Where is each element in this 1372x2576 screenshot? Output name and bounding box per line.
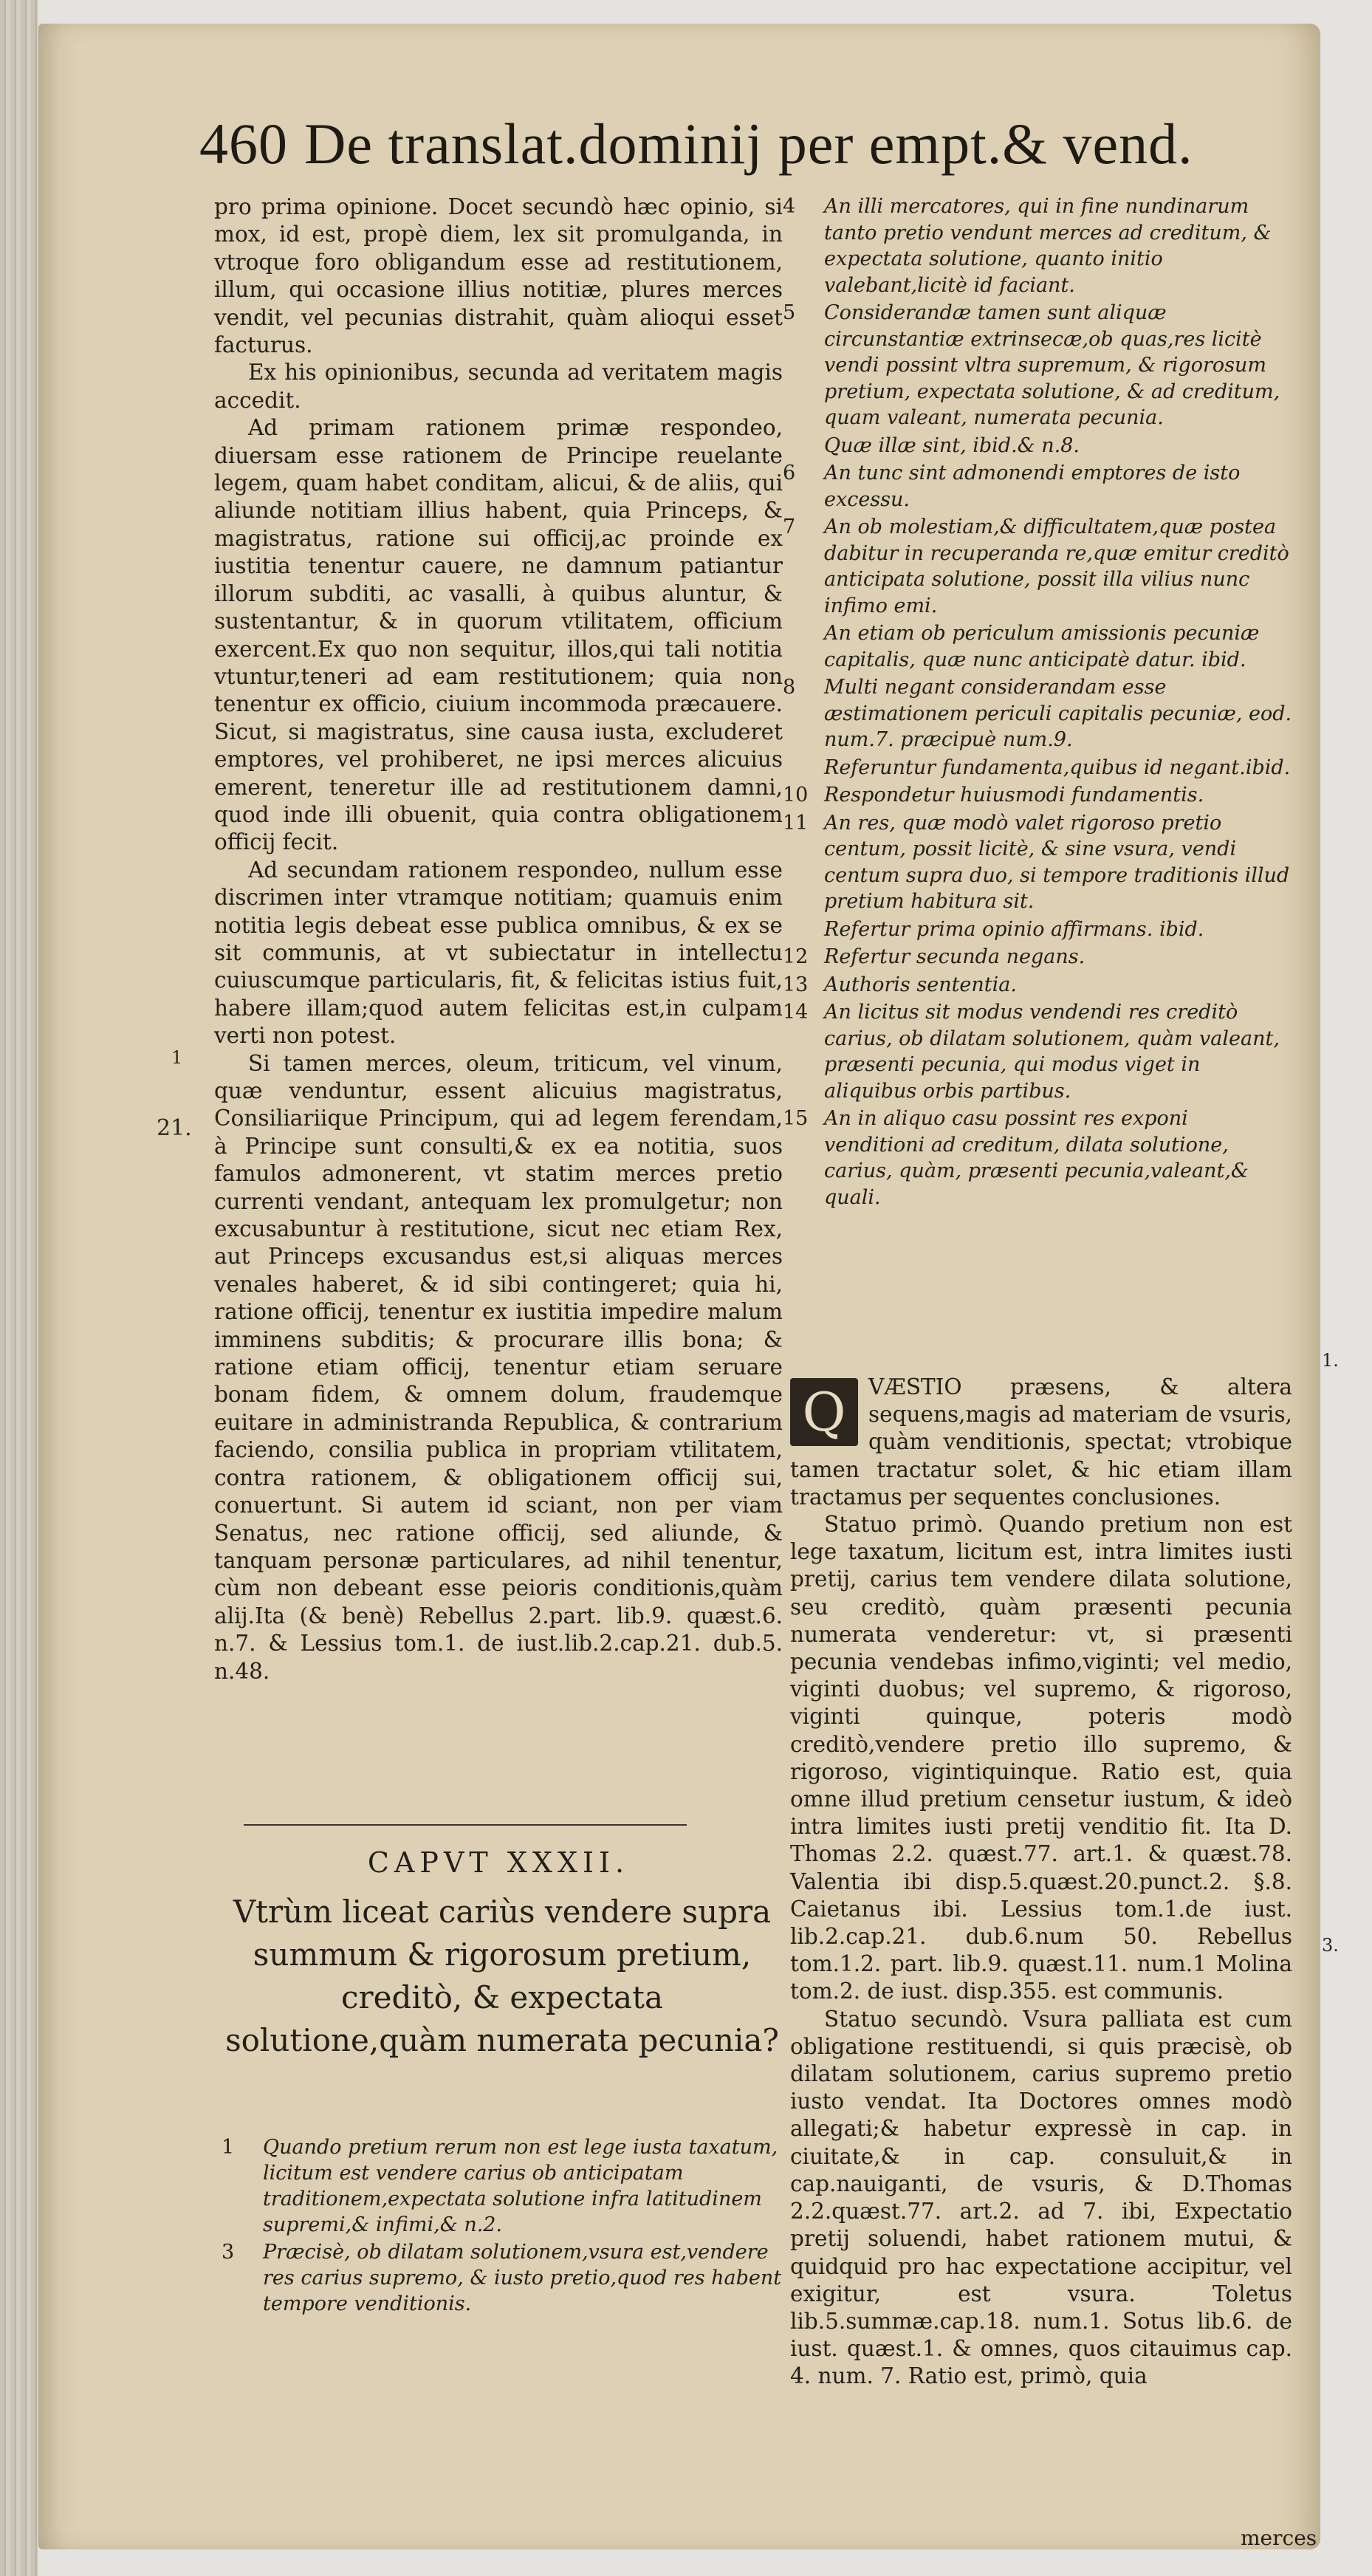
page-number: 460 xyxy=(199,112,288,176)
chapter-number: CAPVT XXXII. xyxy=(367,1846,630,1879)
chapter-rule xyxy=(244,1824,687,1826)
left-column xyxy=(214,193,783,1685)
book-spine-edge xyxy=(0,0,38,2576)
drop-cap: Q xyxy=(790,1378,858,1446)
summary-item: 10 Respondetur huiusmodi fundamentis. xyxy=(783,784,1204,806)
right-column-text xyxy=(790,1374,1292,2391)
paragraph: Si tamen merces, oleum, triticum, vel vinum, quæ venduntur, essent alicuius magistratus, Consiliariique Principum, qui ad legem ferendam, à Principe sunt consulti,& ex ea notitia, suos famulos admonerent, vt statim merces pretio currenti vendant, antequam lex promulgetur; non excusabuntur à restitutione, sicut nec etiam Rex, aut Princeps excusandus est,si aliquas merces venales haberet, & id sibi contingeret; quia hi, ratione officij, tenentur ex iustitia impedire malum imminens subditis; & procurare illis bona; & ratione etiam officij, tenentur etiam seruare bonam fidem, & omnem dolum, fraudemque euitare in administranda Republica, & contrarium faciendo, consilia publica in propriam vtilitatem, contra rationem, & obligationem officij sui, conuertunt. Si autem id sciant, non per viam Senatus, nec ratione officij, sed aliunde, & tanquam personæ particulares, ad nihil tenentur, cùm non debeant esse peioris conditionis,quàm alij.Ita (& benè) Rebellus 2.part. lib.9. quæst.6. n.7. & Lessius tom.1. de iust.lib.2.cap.21. dub.5. n.48. xyxy=(214,1050,783,1684)
summary-item: Quæ illæ sint, ibid.& n.8. xyxy=(824,434,1080,457)
margin-note: 21. xyxy=(157,1115,192,1141)
summary-item: 3 Præcisè, ob dilatam solutionem,vsura est,vendere res carius supremo, & iusto pretio,quod res habent tempore venditionis. xyxy=(222,2241,782,2315)
summary-item: 1 Quando pretium rerum non est lege iusta taxatum, licitum est vendere carius ob anticipatam traditionem,expectata solutione infra latitudinem supremi,& infimi,& n.2. xyxy=(222,2136,778,2236)
summary-item: 8 Multi negant considerandam esse æstimationem periculi capitalis pecuniæ, eod. num.7. præcipuè num.9. xyxy=(783,676,1292,751)
paragraph: Ad secundam rationem respondeo, nullum esse discrimen inter vtramque notitiam; quamuis enim notitia legis debeat esse publica omnibus, & ex se sit communis, at vt subiectatur in intellectu cuiuscumque particularis, fit, & felicitas istius fuit, habere illam;quod autem felicitas est,in culpam verti non potest. xyxy=(214,857,783,1049)
catchword: merces xyxy=(1241,2526,1317,2550)
summary-item: 12 Refertur secunda negans. xyxy=(783,945,1085,968)
margin-note: 1 xyxy=(171,1047,183,1068)
summary-item: An etiam ob periculum amissionis pecuniæ capitalis, quæ nunc anticipatè datur. ibid. xyxy=(824,622,1260,671)
summary-item: 14 An licitus sit modus vendendi res creditò carius, ob dilatam solutionem, quàm valeant, præsenti pecunia, qui modus viget in aliquibus orbis partibus. xyxy=(783,1001,1280,1103)
paragraph: Statuo primò. Quando pretium non est lege taxatum, licitum est, intra limites iusti pretij, carius tem vendere dilata solutione, seu creditò, quàm præsenti pecunia numerata venderetur: vt, si præsenti pecunia vendebas infimo,viginti; vel medio, viginti duobus; vel supremo, & rigoroso, viginti quinque, poteris modò creditò,vendere pretio illo supremo, & rigoroso, vigintiquinque. Ratio est, quia omne illud pretium censetur iustum, & ideò intra limites iusti pretij venditio fit. Ita D. Thomas 2.2. quæst.77. art.1. & quæst.78. Valentia ibi disp.5.quæst.20.punct.2. §.8. Caietanus ibi. Lessius tom.1.de iust. lib.2.cap.21. dub.6.num 50. Rebellus tom.1.2. part. lib.9. quæst.11. num.1 Molina tom.2. de iust. disp.355. est communis. xyxy=(790,1512,1292,2004)
margin-note: 1. xyxy=(1322,1350,1339,1371)
summary-item: 7 An ob molestiam,& difficultatem,quæ postea dabitur in recuperanda re,quæ emitur creditò anticipata solutione, possit illa vilius nunc infimo emi. xyxy=(783,515,1289,617)
summary-item: 6 An tunc sint admonendi emptores de isto excessu. xyxy=(783,462,1241,511)
paragraph: Ad primam rationem primæ respondeo, diuersam esse rationem de Principe reuelante legem, quam habet conditam, alicui, & de aliis, qui aliunde notitiam illius habent, quia Princeps, & magistratus, ratione sui officij,ac proinde ex iustitia tenentur cauere, ne damnum patiantur illorum subditi, ac vasalli, à quibus aluntur, & sustentantur, & in quorum vtilitatem, officium exercent.Ex quo non sequitur, illos,qui tali notitia vtuntur,teneri ad eam restitutionem; quia non tenentur ex officio, ciuium incommoda præcauere. Sicut, si magistratus, sine causa iusta, excluderet emptores, vel prohiberet, ne ipsi merces alicuius emerent, teneretur ille ad restitutionem damni, quod inde illi obuenit, quia contra obligationem officij fecit. xyxy=(214,415,783,855)
paragraph: Statuo secundò. Vsura palliata est cum obligatione restituendi, si quis præcisè, ob dilatam solutionem, carius supremo pretio iusto vendat. Ita Doctores omnes modò allegati;& habetur expressè in cap. in ciuitate,& in cap. consuluit,& in cap.nauiganti, de vsuris, & D.Thomas 2.2.quæst.77. art.2. ad 7. ibi, Expectatio pretij soluendi, habet rationem mutui, & quidquid pro hac expectatione accipitur, vel exigitur, est vsura. Toletus lib.5.summæ.cap.18. num.1. Sotus lib.6. de iust. quæst.1. & omnes, quos citauimus cap. 4. num. 7. Ratio est, primò, quia xyxy=(790,2006,1292,2389)
summary-item: 5 Considerandæ tamen sunt aliquæ circunstantiæ extrinsecæ,ob quas,res licitè vendi possint vltra supremum, & rigorosum pretium, expectata solutione, & ad creditum, quam valeant, numerata pecunia. xyxy=(783,301,1280,429)
summary-item: 15 An in aliquo casu possint res exponi venditioni ad creditum, dilata solutione, carius, quàm, præsenti pecunia,valeant,& quali. xyxy=(783,1107,1249,1209)
running-header xyxy=(199,111,1277,177)
summary-item: 4 An illi mercatores, qui in fine nundinarum tanto pretio vendunt merces ad creditum, & expectata solutione, quanto initio valebant,licitè id faciant. xyxy=(783,195,1272,297)
summary-list-right xyxy=(783,193,1292,1212)
summary-item: Referuntur fundamenta,quibus id negant.ibid. xyxy=(824,756,1291,779)
summary-item: 13 Authoris sententia. xyxy=(783,973,1017,996)
paragraph: Ex his opinionibus, secunda ad veritatem magis accedit. xyxy=(214,360,783,413)
summary-item: Refertur prima opinio affirmans. ibid. xyxy=(824,917,1204,941)
chapter-title: Vtrùm liceat cariùs vendere supra summum & rigorosum pretium, creditò, & expectata solutione,quàm numerata pecunia? xyxy=(225,1894,779,2058)
summary-item: 11 An res, quæ modò valet rigoroso pretio centum, possit licitè, & sine vsura, vendi centum supra duo, si tempore traditionis illud pretium habitura sit. xyxy=(783,811,1290,913)
margin-note: 3. xyxy=(1322,1935,1339,1956)
paragraph: VÆSTIO præsens, & altera sequens,magis ad materiam de vsuris, quàm venditionis, spectat; vtrobique tamen tractatur solet, & hic etiam illam tractamus per sequentes conclusiones. xyxy=(790,1374,1292,1510)
running-title: De translat.dominij per empt.& vend. xyxy=(304,112,1193,176)
paragraph: pro prima opinione. Docet secundò hæc opinio, si mox, id est, propè diem, lex sit promulganda, in vtroque foro obligandum esse ad restitutionem, illum, qui occasione illius notitiæ, plures merces vendit, vel pecunias distrahit, quàm alioqui esset facturus. xyxy=(214,194,783,358)
summary-list-left xyxy=(222,2134,783,2318)
